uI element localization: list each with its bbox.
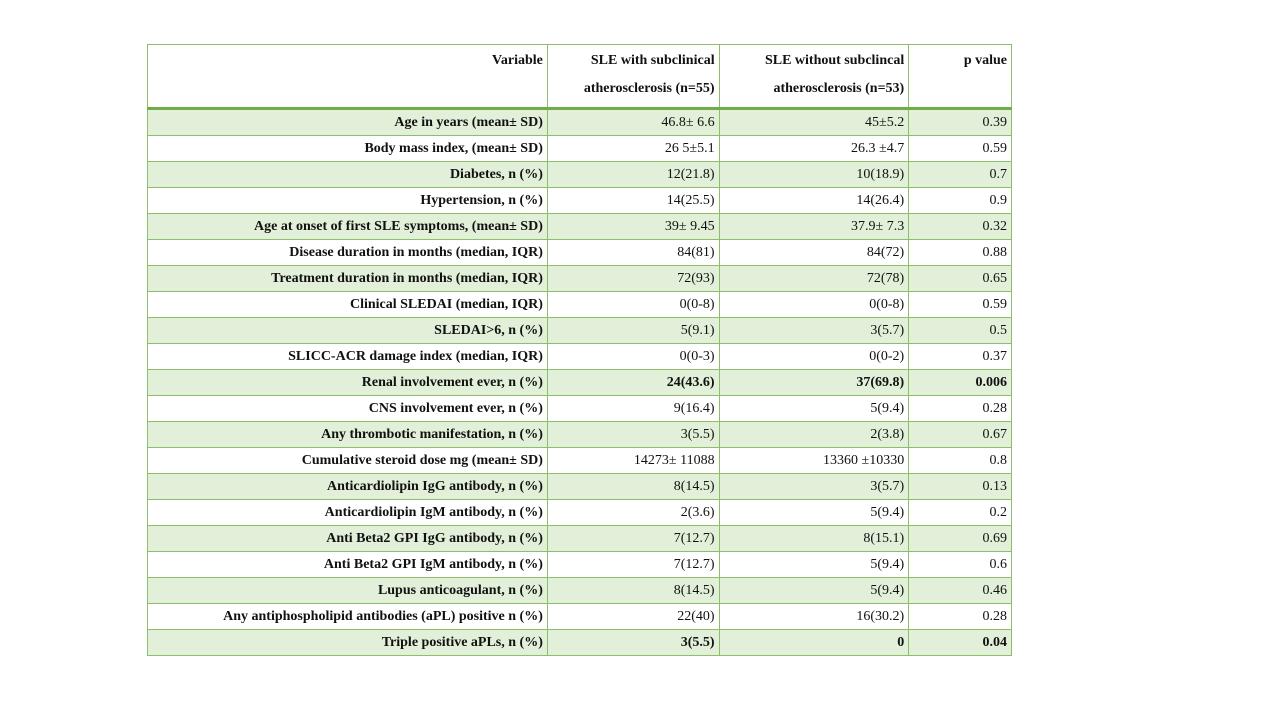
with-value-cell: 22(40) xyxy=(547,604,719,630)
without-value-cell: 84(72) xyxy=(719,240,909,266)
p-value-cell: 0.2 xyxy=(909,500,1012,526)
header-with-atherosclerosis: SLE with subclinical atherosclerosis (n=55) xyxy=(547,45,719,109)
variable-cell: Age in years (mean± SD) xyxy=(148,109,548,136)
with-value-cell: 84(81) xyxy=(547,240,719,266)
without-value-cell: 0(0-8) xyxy=(719,292,909,318)
p-value-cell: 0.59 xyxy=(909,136,1012,162)
without-value-cell: 13360 ±10330 xyxy=(719,448,909,474)
variable-cell: Anti Beta2 GPI IgM antibody, n (%) xyxy=(148,552,548,578)
variable-cell: Hypertension, n (%) xyxy=(148,188,548,214)
p-value-cell: 0.39 xyxy=(909,109,1012,136)
variable-cell: Anti Beta2 GPI IgG antibody, n (%) xyxy=(148,526,548,552)
without-value-cell: 2(3.8) xyxy=(719,422,909,448)
p-value-cell: 0.88 xyxy=(909,240,1012,266)
table-row xyxy=(148,266,1012,292)
p-value-cell: 0.28 xyxy=(909,604,1012,630)
variable-cell: Disease duration in months (median, IQR) xyxy=(148,240,548,266)
table-row xyxy=(148,552,1012,578)
p-value-cell: 0.32 xyxy=(909,214,1012,240)
variable-cell: Cumulative steroid dose mg (mean± SD) xyxy=(148,448,548,474)
without-value-cell: 3(5.7) xyxy=(719,474,909,500)
table-row xyxy=(148,109,1012,136)
without-value-cell: 72(78) xyxy=(719,266,909,292)
p-value-cell: 0.67 xyxy=(909,422,1012,448)
with-value-cell: 3(5.5) xyxy=(547,630,719,656)
without-value-cell: 37.9± 7.3 xyxy=(719,214,909,240)
variable-cell: CNS involvement ever, n (%) xyxy=(148,396,548,422)
variable-cell: Anticardiolipin IgM antibody, n (%) xyxy=(148,500,548,526)
with-value-cell: 14273± 11088 xyxy=(547,448,719,474)
without-value-cell: 8(15.1) xyxy=(719,526,909,552)
p-value-cell: 0.69 xyxy=(909,526,1012,552)
without-value-cell: 45±5.2 xyxy=(719,109,909,136)
with-value-cell: 8(14.5) xyxy=(547,474,719,500)
p-value-cell: 0.13 xyxy=(909,474,1012,500)
variable-cell: Triple positive aPLs, n (%) xyxy=(148,630,548,656)
with-value-cell: 7(12.7) xyxy=(547,552,719,578)
table-row xyxy=(148,500,1012,526)
p-value-cell: 0.8 xyxy=(909,448,1012,474)
without-value-cell: 5(9.4) xyxy=(719,578,909,604)
table-row xyxy=(148,188,1012,214)
with-value-cell: 2(3.6) xyxy=(547,500,719,526)
header-variable: Variable xyxy=(148,45,548,109)
header-without-atherosclerosis: SLE without subclincal atherosclerosis (n=53) xyxy=(719,45,909,109)
without-value-cell: 26.3 ±4.7 xyxy=(719,136,909,162)
p-value-cell: 0.6 xyxy=(909,552,1012,578)
with-value-cell: 46.8± 6.6 xyxy=(547,109,719,136)
without-value-cell: 16(30.2) xyxy=(719,604,909,630)
table-row xyxy=(148,162,1012,188)
with-value-cell: 14(25.5) xyxy=(547,188,719,214)
with-value-cell: 9(16.4) xyxy=(547,396,719,422)
variable-cell: Treatment duration in months (median, IQR) xyxy=(148,266,548,292)
header-row xyxy=(148,45,1012,109)
table-row xyxy=(148,214,1012,240)
with-value-cell: 7(12.7) xyxy=(547,526,719,552)
with-value-cell: 0(0-3) xyxy=(547,344,719,370)
variable-cell: Diabetes, n (%) xyxy=(148,162,548,188)
without-value-cell: 37(69.8) xyxy=(719,370,909,396)
variable-cell: SLEDAI>6, n (%) xyxy=(148,318,548,344)
without-value-cell: 5(9.4) xyxy=(719,396,909,422)
variable-cell: SLICC-ACR damage index (median, IQR) xyxy=(148,344,548,370)
table-row xyxy=(148,344,1012,370)
variable-cell: Body mass index, (mean± SD) xyxy=(148,136,548,162)
table-row xyxy=(148,240,1012,266)
p-value-cell: 0.59 xyxy=(909,292,1012,318)
table-row xyxy=(148,578,1012,604)
table-row xyxy=(148,136,1012,162)
table-row xyxy=(148,292,1012,318)
with-value-cell: 8(14.5) xyxy=(547,578,719,604)
header-p-value: p value xyxy=(909,45,1012,109)
results-table xyxy=(147,44,1012,656)
with-value-cell: 24(43.6) xyxy=(547,370,719,396)
variable-cell: Renal involvement ever, n (%) xyxy=(148,370,548,396)
p-value-cell: 0.7 xyxy=(909,162,1012,188)
with-value-cell: 39± 9.45 xyxy=(547,214,719,240)
with-value-cell: 26 5±5.1 xyxy=(547,136,719,162)
with-value-cell: 3(5.5) xyxy=(547,422,719,448)
table-row xyxy=(148,448,1012,474)
p-value-cell: 0.65 xyxy=(909,266,1012,292)
without-value-cell: 10(18.9) xyxy=(719,162,909,188)
variable-cell: Age at onset of first SLE symptoms, (mean± SD) xyxy=(148,214,548,240)
p-value-cell: 0.28 xyxy=(909,396,1012,422)
with-value-cell: 72(93) xyxy=(547,266,719,292)
p-value-cell: 0.37 xyxy=(909,344,1012,370)
table-row xyxy=(148,630,1012,656)
table-row xyxy=(148,396,1012,422)
without-value-cell: 0(0-2) xyxy=(719,344,909,370)
table-row xyxy=(148,422,1012,448)
table-row xyxy=(148,604,1012,630)
without-value-cell: 5(9.4) xyxy=(719,500,909,526)
table-row xyxy=(148,370,1012,396)
table-row xyxy=(148,318,1012,344)
with-value-cell: 0(0-8) xyxy=(547,292,719,318)
variable-cell: Any thrombotic manifestation, n (%) xyxy=(148,422,548,448)
variable-cell: Lupus anticoagulant, n (%) xyxy=(148,578,548,604)
without-value-cell: 0 xyxy=(719,630,909,656)
with-value-cell: 12(21.8) xyxy=(547,162,719,188)
variable-cell: Clinical SLEDAI (median, IQR) xyxy=(148,292,548,318)
variable-cell: Anticardiolipin IgG antibody, n (%) xyxy=(148,474,548,500)
p-value-cell: 0.46 xyxy=(909,578,1012,604)
without-value-cell: 3(5.7) xyxy=(719,318,909,344)
table-row xyxy=(148,526,1012,552)
with-value-cell: 5(9.1) xyxy=(547,318,719,344)
without-value-cell: 5(9.4) xyxy=(719,552,909,578)
without-value-cell: 14(26.4) xyxy=(719,188,909,214)
p-value-cell: 0.9 xyxy=(909,188,1012,214)
p-value-cell: 0.006 xyxy=(909,370,1012,396)
variable-cell: Any antiphospholipid antibodies (aPL) positive n (%) xyxy=(148,604,548,630)
p-value-cell: 0.5 xyxy=(909,318,1012,344)
p-value-cell: 0.04 xyxy=(909,630,1012,656)
table-row xyxy=(148,474,1012,500)
